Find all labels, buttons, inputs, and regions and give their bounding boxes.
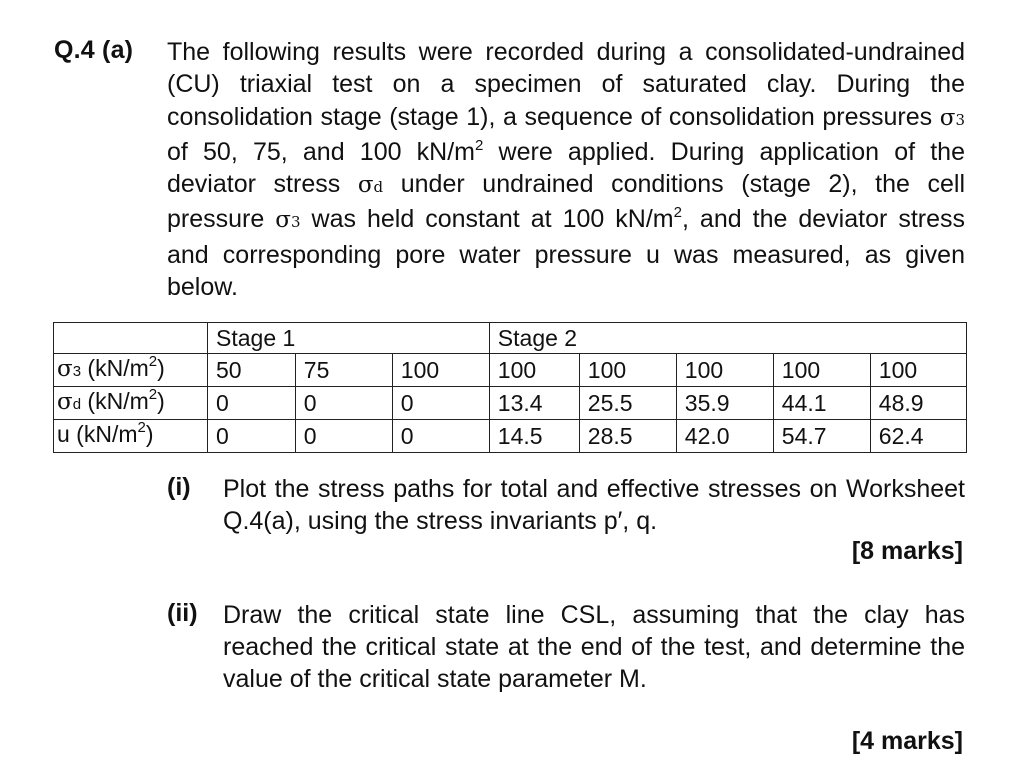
table-cell: 100 <box>870 354 966 387</box>
table-row <box>54 387 967 420</box>
table-cell: 42.0 <box>676 420 773 453</box>
table-cell: 0 <box>295 387 392 420</box>
table-cell: 14.5 <box>489 420 579 453</box>
table-cell: 100 <box>773 354 870 387</box>
table-cell: 0 <box>392 420 489 453</box>
table-cell: 100 <box>579 354 676 387</box>
question-intro: The following results were recorded during a consolidated-undrained (CU) triaxial test on a specimen of saturated clay. During the consolidation stage (stage 1), a sequence of consolidation pressures σ3 of 50, 75, and 100 $kN/m^2$ were applied. During application of the deviator stress σd under undrained conditions (stage 2), the cell pressure σ3 was held constant at 100 $kN/m^2$, and the deviator stress and corresponding pore water pressure u was measured, as given below. <box>167 38 965 302</box>
table-cell: 100 <box>392 354 489 387</box>
table-cell: 62.4 <box>870 420 966 453</box>
table-cell: 0 <box>208 420 296 453</box>
part-number: (ii) <box>167 599 198 627</box>
question-number: Q.4 (a) <box>54 36 134 64</box>
part-text: Plot the stress paths for total and effective stresses on Worksheet Q.4(a), using the stress invariants p′, q. <box>223 475 965 535</box>
sigma-d-symbol: σd <box>357 172 384 199</box>
table-cell: 13.4 <box>489 387 579 420</box>
table-cell: 54.7 <box>773 420 870 453</box>
table-cell: 0 <box>392 387 489 420</box>
table-cell: 75 <box>295 354 392 387</box>
table-row <box>54 420 967 453</box>
table-cell: 28.5 <box>579 420 676 453</box>
marks-label: [4 marks] <box>851 727 963 755</box>
sigma-3-symbol: σ3 <box>939 104 965 131</box>
table-cell: 100 <box>676 354 773 387</box>
stage-2-label: Stage 2 <box>489 323 579 354</box>
table-cell: 44.1 <box>773 387 870 420</box>
stage-header-row <box>54 323 967 354</box>
results-table <box>53 322 967 453</box>
sigma-3-symbol: σ3 <box>275 207 301 234</box>
part-text: Draw the critical state line CSL, assuming that the clay has reached the critical state at the end of the test, and determine the value of the critical state parameter M. <box>223 601 965 693</box>
table-cell: 35.9 <box>676 387 773 420</box>
table-cell: 25.5 <box>579 387 676 420</box>
table-cell: 100 <box>489 354 579 387</box>
marks-label: [8 marks] <box>851 537 963 565</box>
table-cell: 48.9 <box>870 387 966 420</box>
table-cell: 50 <box>208 354 296 387</box>
table-cell: 0 <box>208 387 296 420</box>
part-number: (i) <box>167 473 191 501</box>
row-header-sigma-d: σd $(kN/m^2)$ <box>54 387 208 420</box>
row-header-sigma-3: σ3 $(kN/m^2)$ <box>54 354 208 387</box>
row-header-pore-pressure: u $(kN/m^2)$ <box>54 420 208 453</box>
table-cell: 0 <box>295 420 392 453</box>
stage-1-label: Stage 1 <box>208 323 296 354</box>
table-row <box>54 354 967 387</box>
